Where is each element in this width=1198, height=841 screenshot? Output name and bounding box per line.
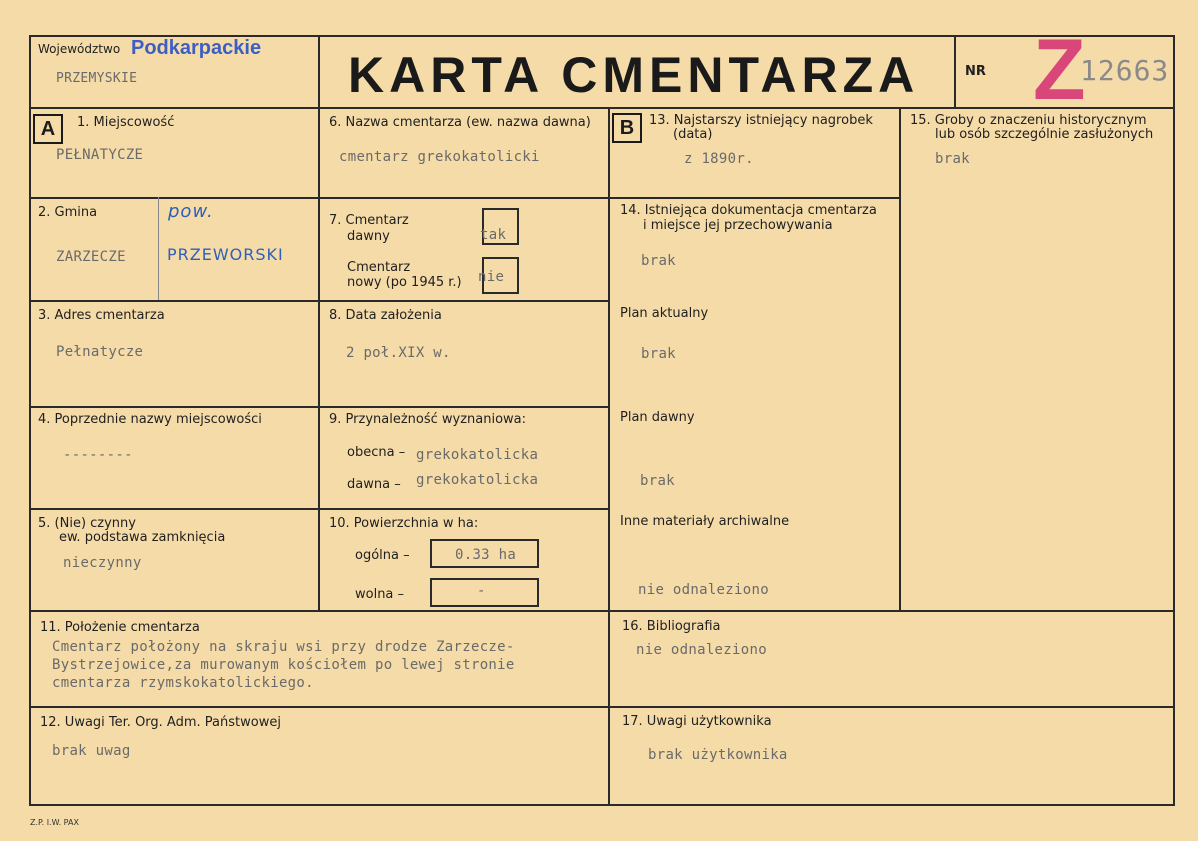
f1-value: PEŁNATYCZE <box>56 147 144 163</box>
page-title: KARTA CMENTARZA <box>348 47 920 103</box>
f10-ogolna-value: 0.33 ha <box>455 547 517 563</box>
f2-label: 2. Gmina <box>38 205 98 220</box>
inne-materialy-label: Inne materiały archiwalne <box>620 514 790 529</box>
f10-wolna-value: - <box>477 583 486 599</box>
printer-footer: Z.P. I.W. PAX <box>30 818 79 827</box>
header-divider-1 <box>318 35 320 610</box>
f6-label: 6. Nazwa cmentarza (ew. nazwa dawna) <box>329 115 591 130</box>
f16-value: nie odnaleziono <box>636 642 767 658</box>
gmina-divider <box>158 197 159 300</box>
f15-value: brak <box>935 151 970 167</box>
row-line-5 <box>29 610 1175 612</box>
f3-label: 3. Adres cmentarza <box>38 308 165 323</box>
row-line-3 <box>29 406 609 408</box>
inne-materialy-value: nie odnaleziono <box>638 582 769 598</box>
f7-value-b: nie <box>478 269 505 285</box>
f11-value-line-2: Bystrzejowice,za murowanym kościołem po lewej stronie <box>52 657 515 673</box>
plan-aktualny-value: brak <box>641 346 676 362</box>
row-line-1 <box>29 197 899 199</box>
f9-obecna-label: obecna – <box>347 445 406 460</box>
f7-value-a: tak <box>480 227 507 243</box>
f1-label: 1. Miejscowość <box>77 115 175 130</box>
nr-prefix-mark: Z <box>1033 22 1086 118</box>
f15-label-2: lub osób szczególnie zasłużonych <box>935 127 1154 142</box>
f4-label: 4. Poprzednie nazwy miejscowości <box>38 412 262 427</box>
f15-label-1: 15. Groby o znaczeniu historycznym <box>910 113 1147 128</box>
f9-dawna-value: grekokatolicka <box>416 472 539 488</box>
f7-label-b2: nowy (po 1945 r.) <box>347 275 462 290</box>
f5-label-1: 5. (Nie) czynny <box>38 516 136 531</box>
f17-label: 17. Uwagi użytkownika <box>622 714 772 729</box>
f3-value: Pełnatycze <box>56 344 144 360</box>
frame-right <box>1173 35 1175 806</box>
f14-value: brak <box>641 253 676 269</box>
wojewodztwo-typed: PRZEMYSKIE <box>56 71 138 86</box>
f5-label-2: ew. podstawa zamknięcia <box>59 530 226 545</box>
f12-value: brak uwag <box>52 743 131 759</box>
plan-dawny-label: Plan dawny <box>620 410 695 425</box>
f2-powiat-handwritten: PRZEWORSKI <box>167 245 284 264</box>
f14-label-1: 14. Istniejąca dokumentacja cmentarza <box>620 203 877 218</box>
f11-value-line-3: cmentarza rzymskokatolickiego. <box>52 675 314 691</box>
f8-value: 2 poł.XIX w. <box>346 345 451 361</box>
f7-label-b1: Cmentarz <box>347 260 411 275</box>
f7-label-a1: 7. Cmentarz <box>329 213 409 228</box>
f2-pow-handwritten: pow. <box>168 201 214 222</box>
col-divider-mid <box>608 107 610 804</box>
f9-obecna-value: grekokatolicka <box>416 447 539 463</box>
f9-label: 9. Przynależność wyznaniowa: <box>329 412 527 427</box>
section-b-box: B <box>612 113 642 143</box>
f10-ogolna-label: ogólna – <box>355 548 410 563</box>
row-line-2 <box>29 300 609 302</box>
f10-wolna-label: wolna – <box>355 587 405 602</box>
f13-value: z 1890r. <box>684 151 754 167</box>
frame-bottom <box>29 804 1175 806</box>
f11-label: 11. Położenie cmentarza <box>40 620 200 635</box>
row-line-4 <box>29 508 609 510</box>
f13-label-2: (data) <box>673 127 713 142</box>
row-line-6 <box>29 706 1175 708</box>
f14-label-2: i miejsce jej przechowywania <box>643 218 833 233</box>
f10-label: 10. Powierzchnia w ha: <box>329 516 479 531</box>
f12-label: 12. Uwagi Ter. Org. Adm. Państwowej <box>40 715 281 730</box>
f2-value: ZARZECZE <box>56 249 126 265</box>
f11-value-line-1: Cmentarz położony na skraju wsi przy drodze Zarzecze- <box>52 639 515 655</box>
plan-aktualny-label: Plan aktualny <box>620 306 709 321</box>
header-bottom <box>29 107 1175 109</box>
f7-label-a2: dawny <box>347 229 390 244</box>
header-divider-2 <box>954 35 956 108</box>
f4-value: -------- <box>63 447 133 463</box>
f16-label: 16. Bibliografia <box>622 619 721 634</box>
nr-value: 12663 <box>1080 54 1170 87</box>
wojewodztwo-stamp: Podkarpackie <box>131 37 262 59</box>
f9-dawna-label: dawna – <box>347 477 401 492</box>
plan-dawny-value: brak <box>640 473 675 489</box>
section-a-box: A <box>33 114 63 144</box>
col-divider-right <box>899 107 901 610</box>
nr-label: NR <box>965 64 986 79</box>
f6-value: cmentarz grekokatolicki <box>339 149 540 165</box>
f17-value: brak użytkownika <box>648 747 788 763</box>
f5-value: nieczynny <box>63 555 142 571</box>
wojewodztwo-label: Województwo <box>38 42 121 56</box>
f8-label: 8. Data założenia <box>329 308 442 323</box>
frame-left <box>29 35 31 806</box>
f13-label-1: 13. Najstarszy istniejący nagrobek <box>649 113 873 128</box>
